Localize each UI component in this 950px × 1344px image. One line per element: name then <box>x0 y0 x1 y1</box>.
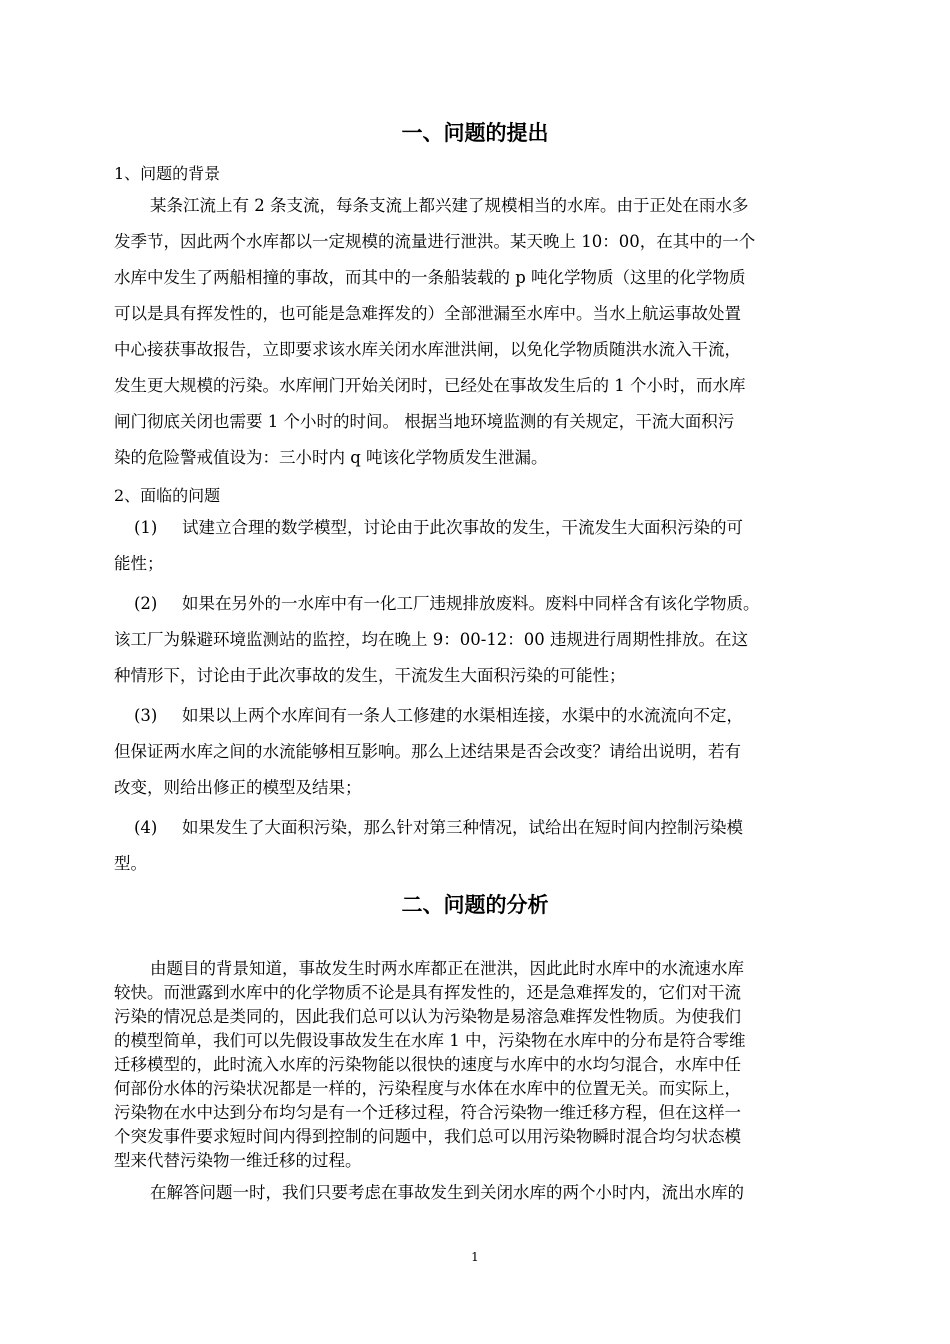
paragraph-line: 污染的情况总是类同的，因此我们总可以认为污染物是易溶急难挥发性物质。为使我们 <box>114 1007 741 1026</box>
heading-problem-analysis: 二、问题的分析 <box>401 893 549 917</box>
paragraph-line: 由题目的背景知道，事故发生时两水库都正在泄洪，因此此时水库中的水流速水库 <box>150 959 744 978</box>
problem-line: 如果以上两个水库间有一条人工修建的水渠相连接，水渠中的水流流向不定， <box>182 706 743 725</box>
paragraph-line: 可以是具有挥发性的，也可能是急难挥发的）全部泄漏至水库中。当水上航运事故处置 <box>114 304 741 323</box>
paragraph-line: 发生更大规模的污染。水库闸门开始关闭时，已经处在事故发生后的 1 个小时，而水库 <box>114 376 746 395</box>
problem-number: (3) <box>134 706 158 725</box>
paragraph-line: 闸门彻底关闭也需要 1 个小时的时间。 根据当地环境监测的有关规定，干流大面积污 <box>114 412 735 431</box>
heading-problem-statement: 一、问题的提出 <box>401 121 549 145</box>
problem-number: (4) <box>134 818 158 837</box>
problem-line: 如果发生了大面积污染，那么针对第三种情况，试给出在短时间内控制污染模 <box>182 818 743 837</box>
section-title-background: 1、问题的背景 <box>114 164 221 183</box>
problem-line: 型。 <box>114 854 147 873</box>
paragraph-line: 较快。而泄露到水库中的化学物质不论是具有挥发性的，还是急难挥发的，它们对干流 <box>114 983 741 1002</box>
paragraph-line: 水库中发生了两船相撞的事故，而其中的一条船装载的 p 吨化学物质（这里的化学物质 <box>114 268 746 287</box>
problem-line: 但保证两水库之间的水流能够相互影响。那么上述结果是否会改变？请给出说明，若有 <box>114 742 741 761</box>
paragraph-line: 染的危险警戒值设为：三小时内 q 吨该化学物质发生泄漏。 <box>114 448 548 467</box>
paragraph-line: 型来代替污染物一维迁移的过程。 <box>114 1151 362 1170</box>
paragraph-line: 污染物在水中达到分布均匀是有一个迁移过程，符合污染物一维迁移方程，但在这样一 <box>114 1103 741 1122</box>
problem-line: 能性； <box>114 554 164 573</box>
paragraph-line: 的模型简单，我们可以先假设事故发生在水库 1 中，污染物在水库中的分布是符合零维 <box>114 1031 746 1050</box>
problem-line: 改变，则给出修正的模型及结果； <box>114 778 362 797</box>
paragraph-line: 发季节，因此两个水库都以一定规模的流量进行泄洪。某天晚上 10：00，在其中的一个 <box>114 232 756 251</box>
paragraph-line: 迁移模型的，此时流入水库的污染物能以很快的速度与水库中的水均匀混合，水库中任 <box>114 1055 741 1074</box>
problem-line: 种情形下，讨论由于此次事故的发生，干流发生大面积污染的可能性； <box>114 666 626 685</box>
section-title-problems: 2、面临的问题 <box>114 486 221 505</box>
problem-number: (2) <box>134 594 158 613</box>
problem-line: 试建立合理的数学模型，讨论由于此次事故的发生，干流发生大面积污染的可 <box>182 518 743 537</box>
paragraph-line: 在解答问题一时，我们只要考虑在事故发生到关闭水库的两个小时内，流出水库的 <box>150 1183 744 1202</box>
page-number: 1 <box>471 1250 479 1264</box>
paragraph-line: 个突发事件要求短时间内得到控制的问题中，我们总可以用污染物瞬时混合均匀状态模 <box>114 1127 741 1146</box>
paragraph-line: 某条江流上有 2 条支流，每条支流上都兴建了规模相当的水库。由于正处在雨水多 <box>150 196 749 215</box>
problem-line: 该工厂为躲避环境监测站的监控，均在晚上 9：00-12：00 违规进行周期性排放。在这 <box>114 630 749 649</box>
paragraph-line: 何部份水体的污染状况都是一样的，污染程度与水体在水库中的位置无关。而实际上， <box>114 1079 741 1098</box>
paragraph-line: 中心接获事故报告，立即要求该水库关闭水库泄洪闸，以免化学物质随洪水流入干流， <box>114 340 741 359</box>
problem-line: 如果在另外的一水库中有一化工厂违规排放废料。废料中同样含有该化学物质。 <box>182 594 760 613</box>
problem-number: (1) <box>134 518 158 537</box>
